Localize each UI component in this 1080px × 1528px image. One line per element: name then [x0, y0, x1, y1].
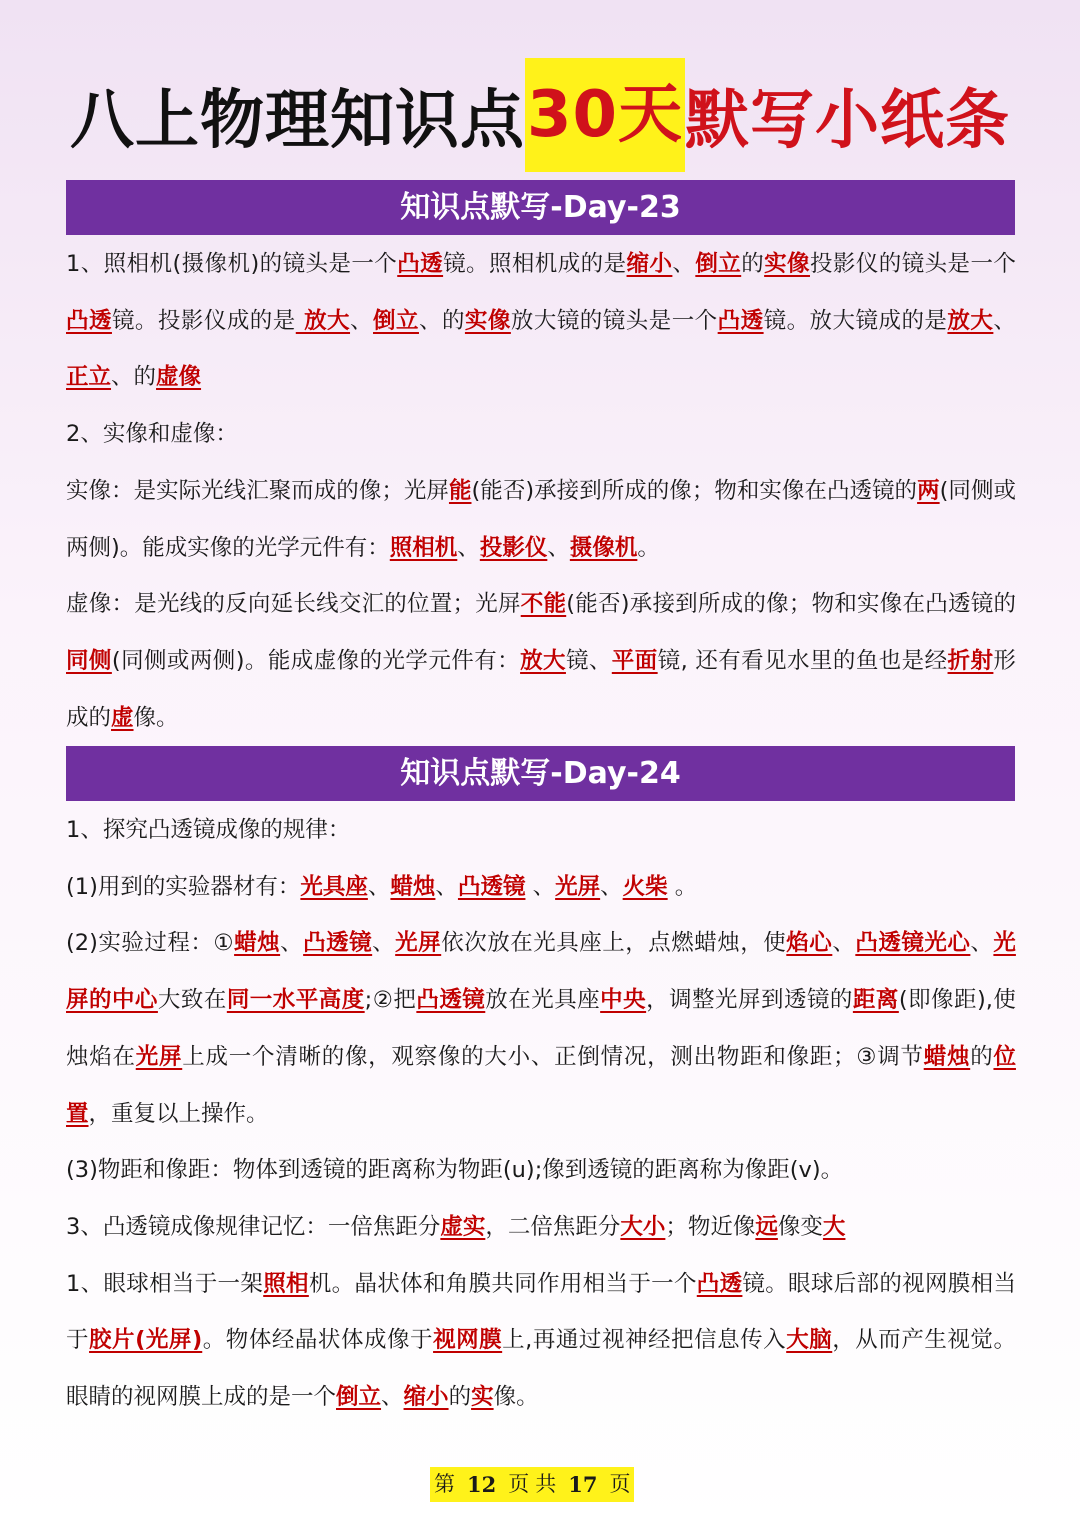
text-run: 、 — [381, 1384, 404, 1411]
title-highlight: 30天 — [525, 58, 685, 172]
answer-keyword: 凸透 — [66, 307, 112, 334]
text-run: 投影仪的镜头是一个 — [809, 251, 1016, 277]
text-run: ;②把 — [364, 987, 417, 1014]
text-run: 。 — [637, 534, 660, 561]
answer-keyword: 凸透 — [397, 251, 444, 277]
answer-keyword: 光具座 — [300, 873, 368, 900]
paragraph — [66, 802, 1016, 859]
page-title — [0, 58, 1080, 172]
text-run: 、 — [457, 534, 480, 561]
answer-keyword: 远 — [755, 1213, 778, 1240]
paragraph — [66, 1256, 1016, 1426]
text-run: 、 — [525, 873, 556, 900]
answer-keyword: 光屏 — [395, 930, 442, 957]
text-run: (3)物距和像距：物体到透镜的距离称为物距(u);像到透镜的距离称为像距(v)。 — [66, 1157, 844, 1184]
text-run: 1、眼球相当于一架 — [66, 1270, 264, 1297]
answer-keyword: 倒立 — [695, 251, 742, 277]
text-run: 的 — [741, 251, 765, 277]
answer-keyword: 倒立 — [373, 307, 419, 334]
answer-keyword: 大 — [822, 1213, 846, 1240]
answer-keyword: 凸透镜光心 — [855, 930, 971, 957]
answer-keyword: 实 — [471, 1384, 494, 1411]
text-run: 镜, 还有看见水里的鱼也是经 — [657, 647, 948, 674]
text-run: 镜。投影仪成的是 — [111, 307, 296, 334]
text-run: (同侧或两侧)。能成虚像的光学元件有： — [111, 647, 521, 674]
text-run: 虚像：是光线的反向延长线交汇的位置；光屏 — [66, 591, 521, 618]
text-run: 大致在 — [157, 987, 227, 1014]
text-run: ；物近像 — [665, 1213, 756, 1240]
answer-keyword: 虚实 — [440, 1213, 486, 1240]
text-run: 、 — [280, 930, 304, 957]
text-run: 上成一个清晰的像，观察像的大小、正倒情况，测出物距和像距；③调节 — [182, 1043, 924, 1070]
footer-prefix: 第 — [434, 1472, 455, 1496]
answer-keyword: 蜡烛 — [234, 930, 281, 957]
paragraph — [66, 915, 1016, 1142]
answer-keyword: 两 — [917, 477, 940, 504]
text-run: (同侧或两侧)。能成实像的光学元件有： — [66, 477, 1016, 561]
text-run: 3、凸透镜成像规律记忆：一倍焦距分 — [66, 1213, 441, 1240]
text-run: 放在光具座 — [485, 987, 601, 1014]
section-header-day23: 知识点默写-Day-23 — [66, 180, 1015, 235]
answer-keyword: 放大 — [295, 307, 351, 334]
answer-keyword: 大脑 — [786, 1327, 833, 1354]
answer-keyword: 火柴 — [622, 873, 668, 900]
text-run: 、的 — [111, 364, 157, 391]
text-run: (1)用到的实验器材有： — [66, 873, 301, 900]
answer-keyword: 焰心 — [786, 930, 833, 957]
footer-total: 17 — [568, 1472, 598, 1497]
text-run: 、的 — [418, 307, 465, 334]
text-run: 的 — [448, 1384, 472, 1411]
text-run: 。 — [667, 873, 698, 900]
text-run: ，重复以上操作。 — [88, 1100, 269, 1127]
text-run: ，调整光屏到透镜的 — [646, 987, 853, 1014]
text-run: 1、探究凸透镜成像的规律： — [66, 817, 351, 843]
text-run: 、 — [600, 873, 623, 900]
answer-keyword: 光屏 — [135, 1043, 183, 1070]
answer-keyword: 虚像 — [156, 364, 202, 391]
answer-keyword: 能 — [448, 477, 472, 504]
paragraph — [66, 236, 1016, 406]
paragraph — [66, 576, 1016, 746]
paragraph — [66, 463, 1016, 576]
answer-keyword: 照相机 — [389, 534, 458, 561]
answer-keyword: 凸透镜 — [457, 873, 526, 900]
footer-mid1: 页 — [508, 1472, 530, 1496]
text-run: 2、实像和虚像： — [66, 421, 238, 448]
text-run: 镜。眼球后部的视网膜相当于 — [66, 1270, 1016, 1354]
text-run: 、 — [350, 307, 374, 334]
text-run: 、 — [367, 873, 391, 900]
page-number-footer — [430, 1467, 634, 1502]
text-run: 的 — [970, 1043, 994, 1070]
answer-keyword: 折射 — [947, 647, 994, 674]
text-run: 镜、 — [565, 647, 612, 674]
answer-keyword: 实像 — [464, 307, 511, 334]
answer-keyword: 中央 — [600, 987, 647, 1014]
footer-page: 12 — [467, 1472, 497, 1497]
answer-keyword: 虚 — [111, 704, 134, 731]
text-run: 形成的 — [66, 647, 1016, 731]
text-run: 机。晶状体和角膜共同作用相当于一个 — [308, 1270, 697, 1297]
answer-keyword: 蜡烛 — [923, 1043, 971, 1070]
paragraph — [66, 859, 1016, 916]
answer-keyword: 蜡烛 — [390, 873, 436, 900]
title-part1: 八上物理知识点 — [69, 84, 525, 158]
answer-keyword: 缩小 — [403, 1384, 449, 1411]
text-run: (即像距),使烛焰在 — [66, 987, 1016, 1070]
text-run: 像。 — [133, 704, 179, 731]
answer-keyword: 放大 — [520, 647, 566, 674]
text-run: 、 — [372, 930, 396, 957]
text-run: (能否)承接到所成的像；物和实像在凸透镜的 — [471, 477, 918, 504]
answer-keyword: 光屏的中心 — [66, 930, 1016, 1014]
text-run: 、 — [832, 930, 856, 957]
paragraph — [66, 1142, 1016, 1199]
answer-keyword: 缩小 — [626, 251, 673, 277]
answer-keyword: 同一水平高度 — [226, 987, 365, 1014]
answer-keyword: 凸透镜 — [303, 930, 373, 957]
answer-keyword: 位置 — [66, 1043, 1016, 1127]
text-run: (2)实验过程：① — [66, 930, 235, 957]
answer-keyword: 平面 — [611, 647, 658, 674]
text-run: 镜。放大镜成的是 — [763, 307, 948, 334]
text-run: 依次放在光具座上，点燃蜡烛，使 — [441, 930, 787, 957]
text-run: 镜。照相机成的是 — [443, 251, 627, 277]
text-run: 像变 — [777, 1213, 823, 1240]
text-run: (能否)承接到所成的像；物和实像在凸透镜的 — [566, 591, 1016, 618]
answer-keyword: 凸透 — [717, 307, 764, 334]
section-day24-body — [66, 802, 1016, 1426]
answer-keyword: 光屏 — [555, 873, 601, 900]
answer-keyword: 倒立 — [336, 1384, 382, 1411]
answer-keyword: 摄像机 — [569, 534, 638, 561]
section-day23-body — [66, 236, 1016, 746]
text-run: 、 — [435, 873, 458, 900]
footer-mid2: 共 — [535, 1472, 557, 1496]
answer-keyword: 大小 — [620, 1213, 666, 1240]
answer-keyword: 同侧 — [66, 647, 112, 674]
answer-keyword: 照相 — [263, 1270, 309, 1297]
section-header-day24: 知识点默写-Day-24 — [66, 746, 1015, 801]
answer-keyword: 凸透 — [696, 1270, 743, 1297]
answer-keyword: 不能 — [520, 591, 567, 618]
text-run: 上,再通过视神经把信息传入 — [502, 1327, 787, 1354]
text-run: 放大镜的镜头是一个 — [510, 307, 718, 334]
answer-keyword: 胶片(光屏) — [89, 1327, 203, 1354]
footer-suffix: 页 — [609, 1472, 631, 1496]
answer-keyword: 视网膜 — [433, 1327, 503, 1354]
title-part2: 默写小纸条 — [685, 84, 1011, 158]
text-run: 像。 — [493, 1384, 539, 1411]
text-run: 1、照相机(摄像机)的镜头是一个 — [66, 251, 398, 277]
text-run: 、 — [993, 307, 1016, 334]
text-run: 、 — [547, 534, 570, 561]
answer-keyword: 距离 — [852, 987, 899, 1014]
answer-keyword: 凸透镜 — [416, 987, 486, 1014]
answer-keyword: 放大 — [947, 307, 994, 334]
answer-keyword: 投影仪 — [479, 534, 548, 561]
text-run: 。物体经晶状体成像于 — [202, 1327, 434, 1354]
text-run: ，二倍焦距分 — [485, 1213, 621, 1240]
text-run: 实像：是实际光线汇聚而成的像；光屏 — [66, 477, 449, 504]
answer-keyword: 正立 — [66, 364, 112, 391]
text-run: ，从而产生视觉。眼睛的视网膜上成的是一个 — [66, 1327, 1016, 1411]
text-run: 、 — [672, 251, 696, 277]
answer-keyword: 实像 — [764, 251, 810, 277]
text-run: 、 — [970, 930, 994, 957]
paragraph — [66, 406, 1016, 463]
paragraph — [66, 1199, 1016, 1256]
